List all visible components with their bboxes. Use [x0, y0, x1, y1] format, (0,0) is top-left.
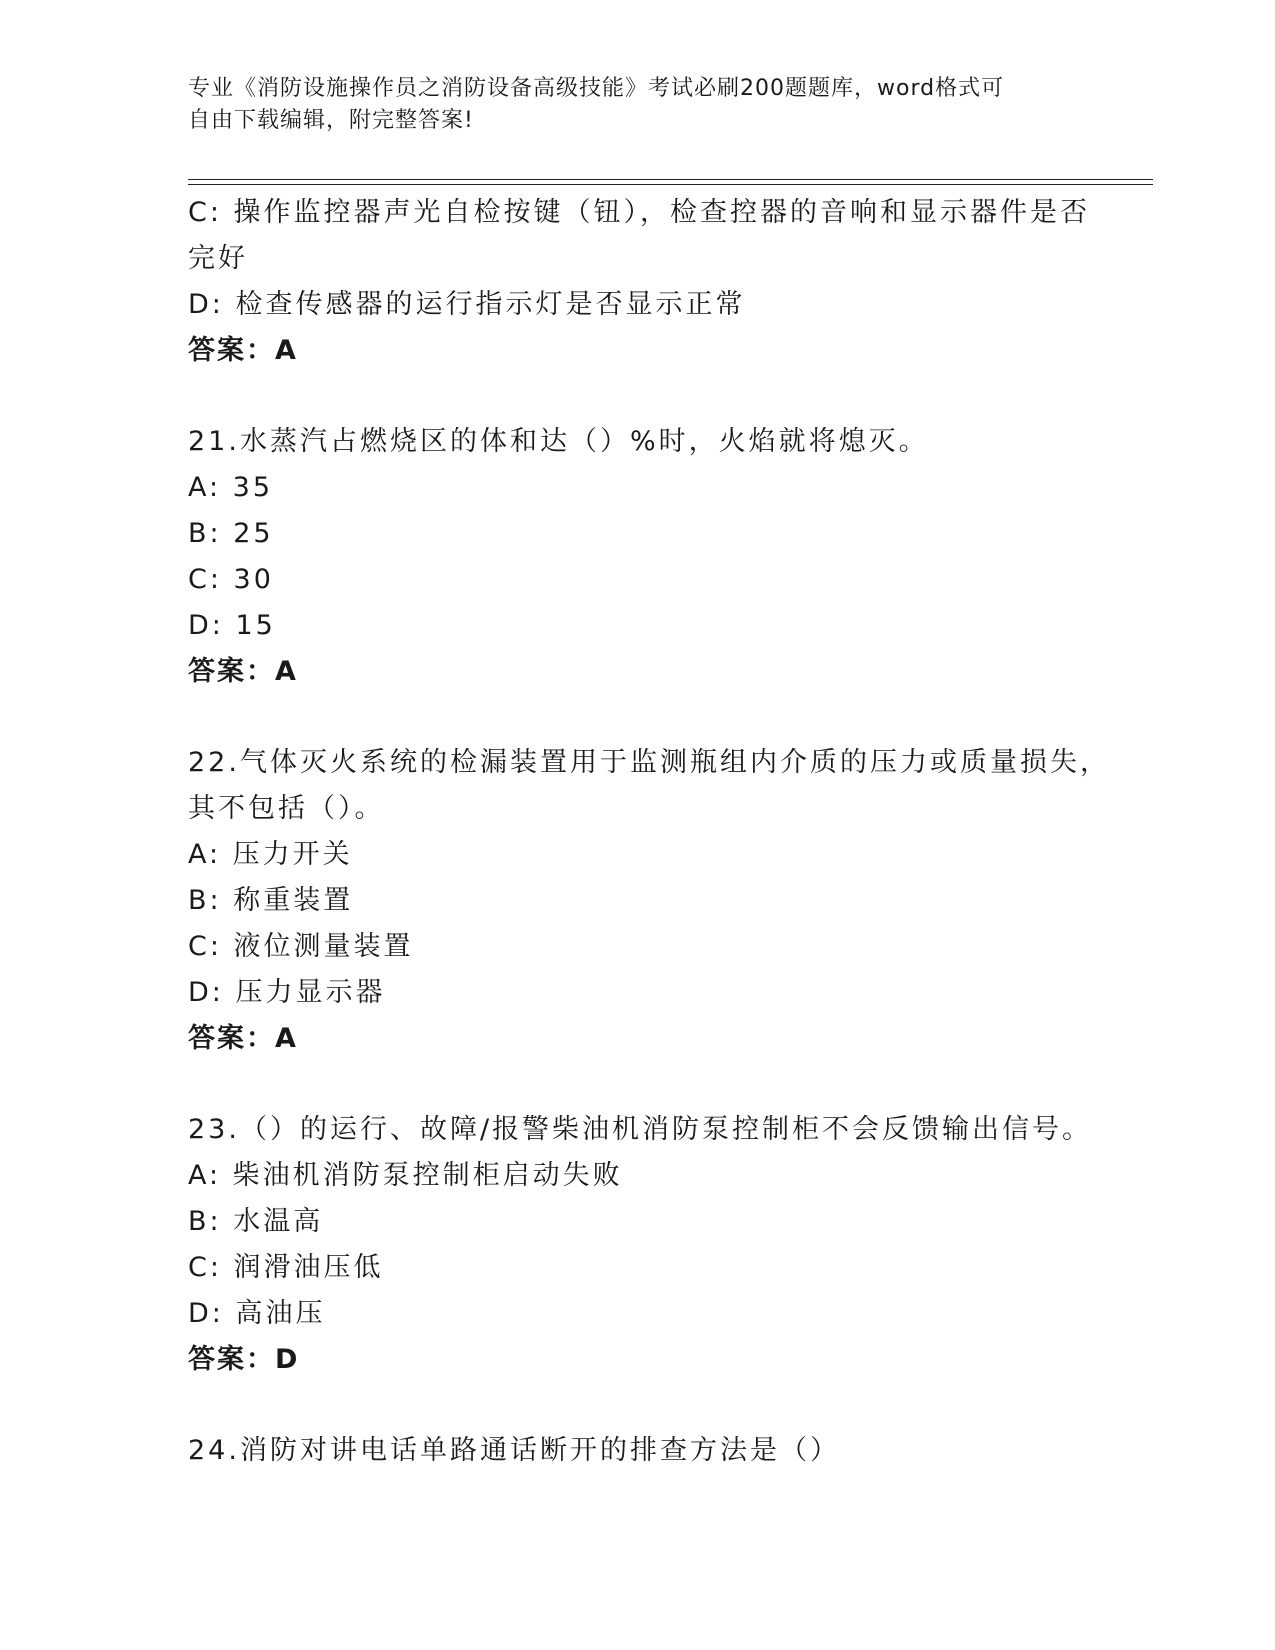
question-23: [188, 1107, 1093, 1383]
option-d: D: 高油压: [188, 1298, 326, 1329]
question-text: 22.气体灭火系统的检漏装置用于监测瓶组内介质的压力或质量损失，: [188, 747, 1110, 778]
answer-label: 答案：D: [188, 1344, 300, 1375]
option-c: C: 液位测量装置: [188, 931, 414, 962]
option-d: D: 压力显示器: [188, 977, 386, 1008]
option-a: A: 柴油机消防泵控制柜启动失败: [188, 1160, 623, 1191]
option-d: D: 检查传感器的运行指示灯是否显示正常: [188, 289, 746, 320]
previous-question-tail: [188, 190, 1091, 374]
option-d: D: 15: [188, 610, 276, 641]
option-a: A: 35: [188, 472, 274, 503]
option-b: B: 称重装置: [188, 885, 354, 916]
header-line-2: 自由下载编辑，附完整答案!: [188, 108, 474, 133]
question-text: 24.消防对讲电话单路通话断开的排查方法是（）: [188, 1435, 840, 1466]
answer-label: 答案：A: [188, 335, 298, 366]
question-22: [188, 740, 1110, 1062]
option-c: C: 30: [188, 564, 274, 595]
header-divider-bottom: [188, 184, 1153, 185]
question-21: [188, 419, 1088, 695]
question-content: [188, 190, 1110, 1474]
header-divider-top: [188, 179, 1153, 180]
question-text: 21.水蒸汽占燃烧区的体和达（）%时，火焰就将熄灭。: [188, 426, 929, 457]
answer-label: 答案：A: [188, 1023, 298, 1054]
option-c: C: 操作监控器声光自检按键（钮），检查控器的音响和显示器件是否: [188, 197, 1091, 228]
document-header: [188, 73, 1068, 137]
option-c-continued: 完好: [188, 243, 248, 274]
answer-label: 答案：A: [188, 656, 298, 687]
question-text: 23.（）的运行、故障/报警柴油机消防泵控制柜不会反馈输出信号。: [188, 1114, 1093, 1145]
option-c: C: 润滑油压低: [188, 1252, 384, 1283]
option-b: B: 25: [188, 518, 274, 549]
header-line-1: 专业《消防设施操作员之消防设备高级技能》考试必刷200题题库，word格式可: [188, 76, 1005, 101]
option-b: B: 水温高: [188, 1206, 324, 1237]
question-24: [188, 1428, 1088, 1474]
question-text-continued: 其不包括（）。: [188, 793, 385, 824]
option-a: A: 压力开关: [188, 839, 353, 870]
